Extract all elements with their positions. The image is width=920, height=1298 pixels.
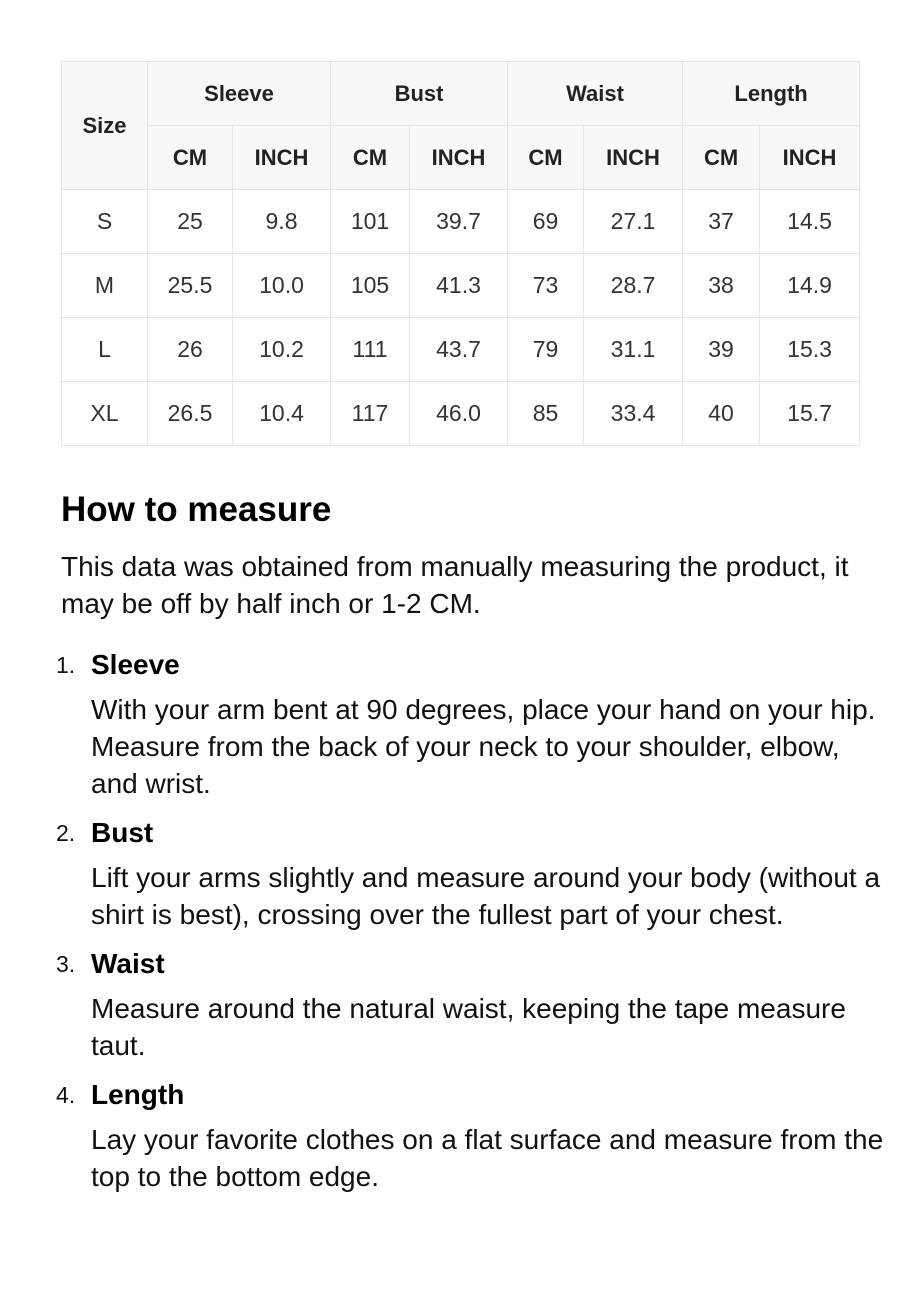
table-cell: 10.0 bbox=[233, 254, 331, 318]
table-cell: 15.7 bbox=[760, 382, 860, 446]
table-cell: 117 bbox=[331, 382, 410, 446]
table-cell: 10.4 bbox=[233, 382, 331, 446]
size-cell: S bbox=[62, 190, 148, 254]
table-cell: 105 bbox=[331, 254, 410, 318]
table-cell: 38 bbox=[683, 254, 760, 318]
size-column-header: Size bbox=[62, 62, 148, 190]
table-unit-row bbox=[62, 126, 860, 190]
unit-header: CM bbox=[683, 126, 760, 190]
table-header-row bbox=[62, 62, 860, 126]
intro-text: This data was obtained from manually measuring the product, it may be off by half inch or 1-2 CM. bbox=[61, 551, 849, 619]
table-cell: 37 bbox=[683, 190, 760, 254]
step-description: With your arm bent at 90 degrees, place your hand on your hip. Measure from the back of your neck to your shoulder, elbow, and wrist. bbox=[91, 694, 876, 799]
unit-header: CM bbox=[148, 126, 233, 190]
unit-header: INCH bbox=[760, 126, 860, 190]
table-cell: 79 bbox=[508, 318, 584, 382]
table-cell: 33.4 bbox=[584, 382, 683, 446]
measure-step bbox=[0, 812, 920, 933]
table-cell: 28.7 bbox=[584, 254, 683, 318]
measure-steps-list bbox=[0, 644, 920, 1195]
table-cell: 9.8 bbox=[233, 190, 331, 254]
table-cell: 26.5 bbox=[148, 382, 233, 446]
table-cell: 15.3 bbox=[760, 318, 860, 382]
table-row bbox=[62, 382, 860, 446]
step-number: 1. bbox=[56, 652, 76, 678]
table-row bbox=[62, 318, 860, 382]
table-cell: 39.7 bbox=[410, 190, 508, 254]
sleeve-group-header: Sleeve bbox=[148, 62, 331, 126]
table-cell: 40 bbox=[683, 382, 760, 446]
step-description: Lift your arms slightly and measure around your body (without a shirt is best), crossing over the fullest part of your chest. bbox=[91, 862, 881, 930]
table-cell: 101 bbox=[331, 190, 410, 254]
table-cell: 26 bbox=[148, 318, 233, 382]
table-cell: 111 bbox=[331, 318, 410, 382]
unit-header: INCH bbox=[584, 126, 683, 190]
measure-step bbox=[0, 644, 920, 802]
step-number: 3. bbox=[56, 951, 76, 977]
size-cell: M bbox=[62, 254, 148, 318]
measure-step bbox=[0, 1074, 920, 1195]
table-row bbox=[62, 254, 860, 318]
size-cell: L bbox=[62, 318, 148, 382]
bust-group-header: Bust bbox=[331, 62, 508, 126]
table-cell: 46.0 bbox=[410, 382, 508, 446]
table-cell: 39 bbox=[683, 318, 760, 382]
table-row bbox=[62, 190, 860, 254]
table-cell: 31.1 bbox=[584, 318, 683, 382]
step-description: Measure around the natural waist, keeping the tape measure taut. bbox=[91, 993, 846, 1061]
table-cell: 85 bbox=[508, 382, 584, 446]
step-title: Waist bbox=[91, 948, 165, 979]
table-cell: 27.1 bbox=[584, 190, 683, 254]
size-cell: XL bbox=[62, 382, 148, 446]
table-cell: 10.2 bbox=[233, 318, 331, 382]
table-cell: 43.7 bbox=[410, 318, 508, 382]
step-title: Length bbox=[91, 1079, 185, 1110]
table-cell: 73 bbox=[508, 254, 584, 318]
table-cell: 14.9 bbox=[760, 254, 860, 318]
table-cell: 25.5 bbox=[148, 254, 233, 318]
section-title: How to measure bbox=[61, 490, 332, 529]
step-title: Bust bbox=[91, 817, 154, 848]
unit-header: INCH bbox=[233, 126, 331, 190]
size-chart-table bbox=[61, 61, 860, 446]
step-number: 4. bbox=[56, 1082, 76, 1108]
unit-header: INCH bbox=[410, 126, 508, 190]
step-number: 2. bbox=[56, 820, 76, 846]
step-title: Sleeve bbox=[91, 649, 180, 680]
unit-header: CM bbox=[508, 126, 584, 190]
table-cell: 14.5 bbox=[760, 190, 860, 254]
table-cell: 41.3 bbox=[410, 254, 508, 318]
length-group-header: Length bbox=[683, 62, 860, 126]
table-cell: 69 bbox=[508, 190, 584, 254]
measure-step bbox=[0, 943, 920, 1064]
waist-group-header: Waist bbox=[508, 62, 683, 126]
table-cell: 25 bbox=[148, 190, 233, 254]
unit-header: CM bbox=[331, 126, 410, 190]
step-description: Lay your favorite clothes on a flat surface and measure from the top to the bottom edge. bbox=[91, 1124, 884, 1192]
